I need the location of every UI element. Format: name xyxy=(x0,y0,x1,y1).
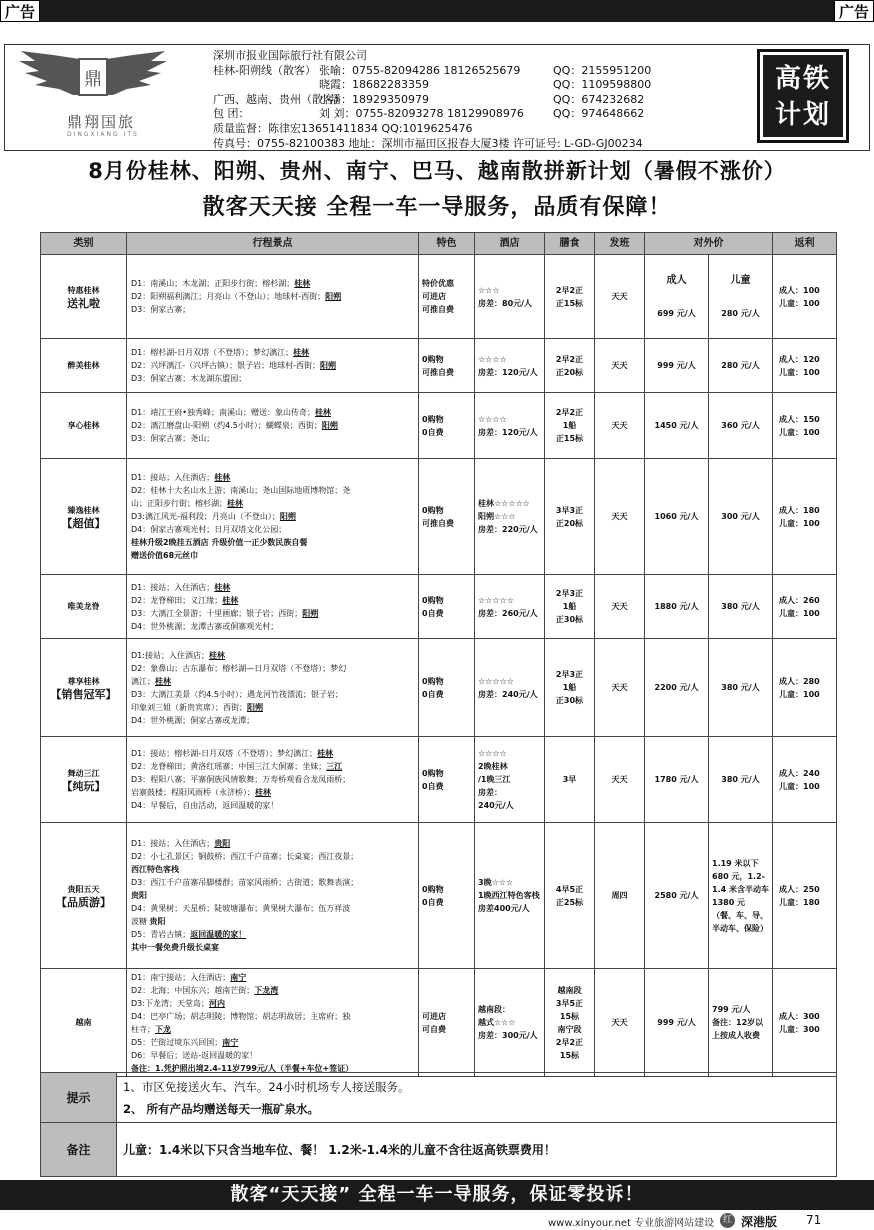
rebate: 成人：240 儿童：100 xyxy=(773,737,837,823)
departure: 天天 xyxy=(595,969,645,1077)
hotel: 3晚☆☆☆ 1晚西江特色客栈 房差400元/人 xyxy=(475,823,545,969)
feature: 0购物 0自费 xyxy=(419,737,475,823)
tip-line-1: 1、市区免接送火车、汽车。24小时机场专人接送服务。 xyxy=(123,1079,410,1094)
meals: 2早2正 1船 正15标 xyxy=(545,393,595,459)
header-feature: 特色 xyxy=(419,233,475,255)
rebate: 成人：180 儿童：100 xyxy=(773,459,837,575)
itinerary: D1：接站；入住酒店；桂林 D2：龙脊梯田；义江缘；桂林 D3：大漓江全景游；十里画廊；银子岩；西街；阳朔 D4：世外桃源；龙潭古寨或侗寨观光村； xyxy=(127,575,419,639)
tour-row xyxy=(41,639,837,737)
notes-table xyxy=(40,1072,837,1177)
departure: 天天 xyxy=(595,393,645,459)
contact-list xyxy=(213,49,743,151)
tour-row xyxy=(41,339,837,393)
footer-slogan: 散客“天天接” 全程一车一导服务，保证零投诉！ xyxy=(0,1180,874,1210)
contact-row: 晓霞：18682283359 QQ：1109598800 xyxy=(319,78,652,92)
adult-price: 1780 元/人 xyxy=(645,737,709,823)
rebate: 成人：150 儿童：100 xyxy=(773,393,837,459)
agency-logo xyxy=(13,49,173,147)
tour-table xyxy=(40,232,837,1077)
itinerary: D1：接站；入住酒店；贵阳 D2：小七孔景区；铜鼓桥；西江千户苗寨；长桌宴；西江夜景； 西江特色客栈 D3：西江千户苗寨吊脚楼群；苗家风雨桥；古街道；歌舞表演； 贵阳 D4：黄果树；天星桥；陡坡塘瀑布；黄果树大瀑布；伍万祥波 波糖 贵阳 D5：青岩古镇；返回温暖的家！ 其中一餐免费升级长桌宴 xyxy=(127,823,419,969)
logo-subtitle: DINGXIANG ITS xyxy=(67,131,139,138)
tour-name: 特惠桂林 送礼啦 xyxy=(41,255,127,339)
adult-price: 1060 元/人 xyxy=(645,459,709,575)
itinerary: D1：接站；榕杉湖-日月双塔（不登塔）；梦幻漓江；桂林 D2：龙脊梯田；黄洛红瑶寨；中国三江大侗寨；坐妹；三江 D3：程阳八寨；平寨侗族风情歌舞；万寿桥观看合龙凤雨桥； 岩寨鼓楼；程阳风雨桥（永济桥）；桂林 D4：早餐后，自由活动，返回温暖的家！ xyxy=(127,737,419,823)
header-price: 对外价 xyxy=(645,233,773,255)
contact-row: 传真号：0755-82100383 地址：深圳市福田区报春大厦3楼 许可证号: L-GD-GJ00234 xyxy=(213,136,643,150)
meals: 2早2正 正20标 xyxy=(545,339,595,393)
feature: 0购物 0自费 xyxy=(419,575,475,639)
contact-row: 质量监督：陈律宏13651411834 QQ:1019625476 xyxy=(213,121,473,135)
child-price: 儿童 280 元/人 xyxy=(709,255,773,339)
tour-name: 舞动三江 【纯玩】 xyxy=(41,737,127,823)
child-price: 360 元/人 xyxy=(709,393,773,459)
departure: 天天 xyxy=(595,575,645,639)
agency-header xyxy=(4,44,870,151)
hotel: ☆☆☆☆ 2晚桂林 /1晚三江 房差： 240元/人 xyxy=(475,737,545,823)
rebate: 成人：260 儿童：100 xyxy=(773,575,837,639)
header-departure: 发班 xyxy=(595,233,645,255)
edition-icon: 红 xyxy=(720,1213,735,1228)
feature: 0购物 可推自费 xyxy=(419,339,475,393)
remark-text: 儿童：1.4米以下只含当地车位、餐！ 1.2米-1.4米的儿童不含往返高铁票费用！ xyxy=(117,1123,837,1177)
header-category: 类别 xyxy=(41,233,127,255)
meals: 2早2正 正15标 xyxy=(545,255,595,339)
departure: 天天 xyxy=(595,737,645,823)
hotel: ☆☆☆☆☆ 房差：240元/人 xyxy=(475,639,545,737)
high-speed-rail-badge: 高铁 计划 xyxy=(757,49,849,143)
ad-label-left: 广告 xyxy=(0,0,40,22)
itinerary: D1:接站；入住酒店；桂林 D2：象鼻山；古东瀑布；榕杉湖—日月双塔（不登塔）；梦幻 漓江；桂林 D3：大漓江美景（约4.5小时）；遇龙河竹筏漂流；银子岩； 印象刘三姐（新贵宾席）；西街；阳朔 D4：世外桃源；侗家古寨或龙潭； xyxy=(127,639,419,737)
itinerary: D1：榕杉湖-日月双塔（不登塔）；梦幻漓江；桂林 D2：兴坪漓江-（兴坪古镇）；银子岩；地球村-西街；阳朔 D3：侗家古寨；木龙湖东盟园； xyxy=(127,339,419,393)
feature: 0购物 0自费 xyxy=(419,393,475,459)
hotel: ☆☆☆☆ 房差：120元/人 xyxy=(475,393,545,459)
tour-name: 贵阳五天 【品质游】 xyxy=(41,823,127,969)
itinerary: D1：南溪山；木龙湖；正阳步行街；榕杉湖；桂林 D2：阳朔福利漓江；月亮山（不登山）；地球村-西街；阳朔 D3：侗家古寨； xyxy=(127,255,419,339)
adult-price: 成人 699 元/人 xyxy=(645,255,709,339)
feature: 特价优惠 可进店 可推自费 xyxy=(419,255,475,339)
page-footer xyxy=(0,1212,874,1230)
child-price: 280 元/人 xyxy=(709,339,773,393)
child-price: 1.19 米以下 680 元，1.2-1.4 米含半动车 1380 元（餐、车、导、半动车、保险） xyxy=(709,823,773,969)
meals: 3早 xyxy=(545,737,595,823)
hotel: ☆☆☆ 房差：80元/人 xyxy=(475,255,545,339)
contact-row: 包 团： 刘 刘：0755-82093278 18129908976 QQ：974648662 xyxy=(213,107,645,121)
tour-row xyxy=(41,255,837,339)
remark-label: 备注 xyxy=(41,1123,117,1177)
edition-label: 深港版 xyxy=(741,1215,778,1229)
departure: 周四 xyxy=(595,823,645,969)
tour-row xyxy=(41,393,837,459)
tip-line-2: 2、 所有产品均赠送每天一瓶矿泉水。 xyxy=(123,1101,320,1116)
tip-label: 提示 xyxy=(41,1073,117,1123)
tour-row xyxy=(41,737,837,823)
adult-price: 1450 元/人 xyxy=(645,393,709,459)
adult-price: 2200 元/人 xyxy=(645,639,709,737)
meals: 2早3正 1船 正30标 xyxy=(545,639,595,737)
rebate: 成人：250 儿童：180 xyxy=(773,823,837,969)
tour-name: 臻逸桂林 【超值】 xyxy=(41,459,127,575)
hotel: 越南段： 越式☆☆☆ 房差：300元/人 xyxy=(475,969,545,1077)
contact-row: 桂林-阳朔线（散客） 张喻：0755-82094286 18126525679 QQ：2155951200 xyxy=(213,63,652,77)
logo-name: 鼎翔国旅 xyxy=(67,113,136,131)
departure: 天天 xyxy=(595,459,645,575)
rebate: 成人：120 儿童：100 xyxy=(773,339,837,393)
itinerary: D1：靖江王府•独秀峰；南溪山；赠送：象山传奇；桂林 D2：漓江磨盘山-阳朔（约4.5小时）；蝴蝶泉；西街；阳朔 D3：侗家古寨；尧山； xyxy=(127,393,419,459)
child-price: 380 元/人 xyxy=(709,575,773,639)
main-title: 8月份桂林、阳朔、贵州、南宁、巴马、越南散拼新计划（暑假不涨价） xyxy=(88,159,786,183)
wings-logo-icon xyxy=(13,49,173,109)
child-price: 380 元/人 xyxy=(709,639,773,737)
departure: 天天 xyxy=(595,639,645,737)
adult-price: 2580 元/人 xyxy=(645,823,709,969)
hotel: ☆☆☆☆☆ 房差：260元/人 xyxy=(475,575,545,639)
feature: 0购物 0自费 xyxy=(419,639,475,737)
tour-name: 醉美桂林 xyxy=(41,339,127,393)
ad-label-right: 广告 xyxy=(834,0,874,22)
rebate: 成人：280 儿童：100 xyxy=(773,639,837,737)
adult-price: 999 元/人 xyxy=(645,969,709,1077)
header-meals: 膳食 xyxy=(545,233,595,255)
header-rebate: 返利 xyxy=(773,233,837,255)
contact-row: 广西、越南、贵州（散客） 小潘：18929350979 QQ：674232682 xyxy=(213,92,645,106)
feature: 0购物 可推自费 xyxy=(419,459,475,575)
rebate: 成人：300 儿童：300 xyxy=(773,969,837,1077)
meals: 4早5正 正25标 xyxy=(545,823,595,969)
tour-name: 尊享桂林 【销售冠军】 xyxy=(41,639,127,737)
meals: 越南段 3早5正 15标 南宁段 2早2正 15标 xyxy=(545,969,595,1077)
page-number: 71 xyxy=(806,1213,822,1227)
meals: 2早3正 1船 正30标 xyxy=(545,575,595,639)
adult-price: 999 元/人 xyxy=(645,339,709,393)
child-price: 380 元/人 xyxy=(709,737,773,823)
svg-text:鼎: 鼎 xyxy=(84,69,102,90)
header-hotel: 酒店 xyxy=(475,233,545,255)
tour-row xyxy=(41,823,837,969)
itinerary: D1：接站；入住酒店；桂林 D2：桂林十大名山水上游；南溪山；尧山国际地质博物馆；尧 山；正阳步行街；榕杉湖；桂林 D3:漓江风光-福利段；月亮山（不登山）；阳朔 D4：侗家古寨观光村；日月双塔文化公园； 桂林升级2晚挂五酒店 升级价值一正少数民族自餐 赠送价值68元丝巾 xyxy=(127,459,419,575)
sub-title: 散客天天接 全程一车一导服务，品质有保障！ xyxy=(202,195,672,220)
tour-name: 唯美龙脊 xyxy=(41,575,127,639)
contact-row: 深圳市报业国际旅行社有限公司 xyxy=(213,49,367,62)
tour-row xyxy=(41,459,837,575)
tour-row xyxy=(41,969,837,1077)
hotel: 桂林☆☆☆☆☆ 阳朔☆☆☆ 房差：220元/人 xyxy=(475,459,545,575)
tour-row xyxy=(41,575,837,639)
child-price: 300 元/人 xyxy=(709,459,773,575)
top-bar xyxy=(0,0,874,22)
child-price: 799 元/人 备注：12岁以上按成人收费 xyxy=(709,969,773,1077)
feature: 可进店 可自费 xyxy=(419,969,475,1077)
meals: 3早3正 正20标 xyxy=(545,459,595,575)
hotel: ☆☆☆☆ 房差：120元/人 xyxy=(475,339,545,393)
tour-name: 享心桂林 xyxy=(41,393,127,459)
footer-site: www.xinyour.net 专业旅游网站建设 xyxy=(548,1218,715,1229)
tour-name: 越南 xyxy=(41,969,127,1077)
feature: 0购物 0自费 xyxy=(419,823,475,969)
departure: 天天 xyxy=(595,255,645,339)
header-itinerary: 行程景点 xyxy=(127,233,419,255)
itinerary: D1：南宁接站；入住酒店；南宁 D2：北海；中国东兴；越南芒街；下龙湾 D3:下龙湾；天堂岛；河内 D4：巴亭广场；胡志明陵；博物馆；胡志明故居；主席府；独 柱寺；下龙 D5：芒街过境东兴回国；南宁 D6：早餐后；送站-返回温暖的家！ 备注：1.凭护照出境2.4-11岁799元/人（半餐+车位+签证） xyxy=(127,969,419,1077)
adult-price: 1880 元/人 xyxy=(645,575,709,639)
rebate: 成人：100 儿童：100 xyxy=(773,255,837,339)
departure: 天天 xyxy=(595,339,645,393)
